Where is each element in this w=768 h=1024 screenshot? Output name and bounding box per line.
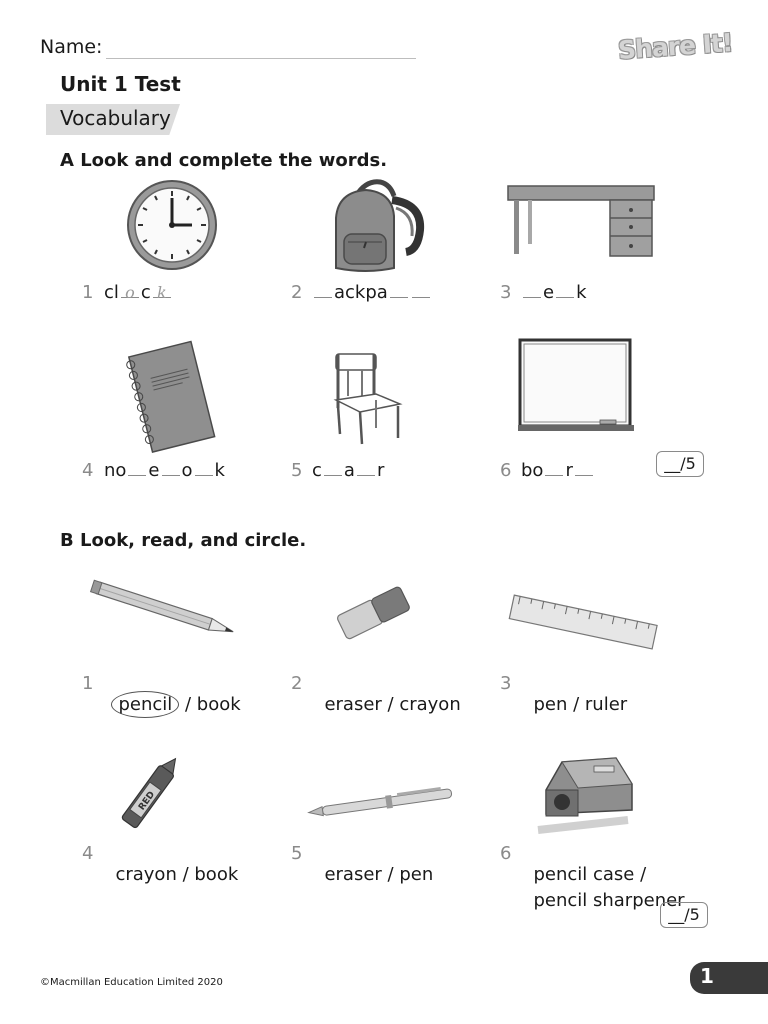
word-part: c [312,460,322,481]
option[interactable]: pen [399,864,434,885]
share-it-logo: Share It! [617,28,734,65]
choice-4[interactable] [104,843,238,885]
item-number: 3 [500,673,512,694]
page-title: Unit 1 Test [60,72,181,96]
crayon-icon [110,746,194,836]
option-separator: / [381,864,400,885]
answer-blank[interactable] [195,461,213,476]
word-part: cl [104,282,119,303]
answer-blank[interactable] [357,461,375,476]
word-part: r [565,460,573,481]
board-icon [516,338,636,438]
name-field[interactable] [106,58,416,59]
option-separator: / [176,864,195,885]
chair-icon [330,350,406,446]
option[interactable]: book [196,694,241,715]
word-part: ackpa [334,282,388,303]
crayon-label: RED [137,789,158,813]
answer-blank[interactable] [523,283,541,298]
option[interactable]: ruler [584,694,628,715]
answer-blank[interactable] [324,461,342,476]
word-backpack[interactable] [312,282,432,303]
pen-icon [306,784,462,820]
desk-icon [506,184,656,260]
item-number: 2 [291,673,303,694]
word-part: c [140,282,151,303]
word-part: e [148,460,160,481]
answer-blank[interactable] [128,461,146,476]
option-separator: / [634,864,652,885]
answer-blank[interactable] [390,283,408,298]
option[interactable]: pencil case [533,864,635,885]
item-number: 4 [82,460,94,481]
choice-5[interactable] [313,843,433,885]
word-part: e [543,282,555,303]
item-number: 5 [291,843,303,864]
item-number: 6 [500,460,512,481]
answer-blank[interactable]: k [153,283,171,298]
item-number: 5 [291,460,303,481]
word-part: k [576,282,587,303]
option-circled[interactable]: pencil [111,691,179,718]
copyright: ©Macmillan Education Limited 2020 [40,977,223,988]
option[interactable]: pen [533,694,568,715]
item-number: 6 [500,843,512,864]
backpack-icon [326,178,426,274]
item-number: 3 [500,282,512,303]
ruler-icon [506,592,660,654]
choice-1[interactable] [104,670,241,718]
word-clock[interactable] [104,282,173,303]
part-a-title: A Look and complete the words. [60,150,388,171]
word-part: r [376,460,385,481]
word-part: a [343,460,355,481]
word-part: no [104,460,127,481]
word-part: k [214,460,225,481]
answer-blank[interactable] [412,283,430,298]
answer-blank[interactable] [556,283,574,298]
answer-blank[interactable] [162,461,180,476]
sharpener-icon [528,750,640,834]
answer-blank[interactable] [545,461,563,476]
eraser-icon [332,580,414,644]
part-b-score-box[interactable]: __/5 [660,902,708,928]
item-number: 1 [82,282,94,303]
word-desk[interactable] [521,282,587,303]
option-separator: / [381,694,400,715]
item-number: 1 [82,673,94,694]
name-label: Name: [40,36,103,58]
word-notebook[interactable] [104,460,225,481]
notebook-icon [126,340,216,456]
section-label: Vocabulary [60,106,171,130]
option[interactable]: crayon [399,694,461,715]
item-number: 4 [82,843,94,864]
option[interactable]: eraser [324,694,382,715]
option[interactable]: pencil sharpener [533,890,685,911]
option[interactable]: book [194,864,239,885]
option[interactable]: eraser [324,864,382,885]
word-board[interactable] [521,460,595,481]
item-number: 2 [291,282,303,303]
answer-blank[interactable]: o [121,283,139,298]
option[interactable]: crayon [115,864,177,885]
pencil-icon [86,582,246,642]
answer-blank[interactable] [314,283,332,298]
part-b-title: B Look, read, and circle. [60,530,307,551]
clock-icon [126,178,218,272]
word-part: bo [521,460,544,481]
option-separator: / [179,694,197,715]
page-number: 1 [700,964,714,988]
choice-3[interactable] [522,673,627,715]
part-a-score-box[interactable]: __/5 [656,451,704,477]
option-separator: / [567,694,585,715]
page-number-tab [690,962,768,994]
choice-2[interactable] [313,673,461,715]
answer-blank[interactable] [575,461,593,476]
word-chair[interactable] [312,460,384,481]
word-part: o [181,460,193,481]
